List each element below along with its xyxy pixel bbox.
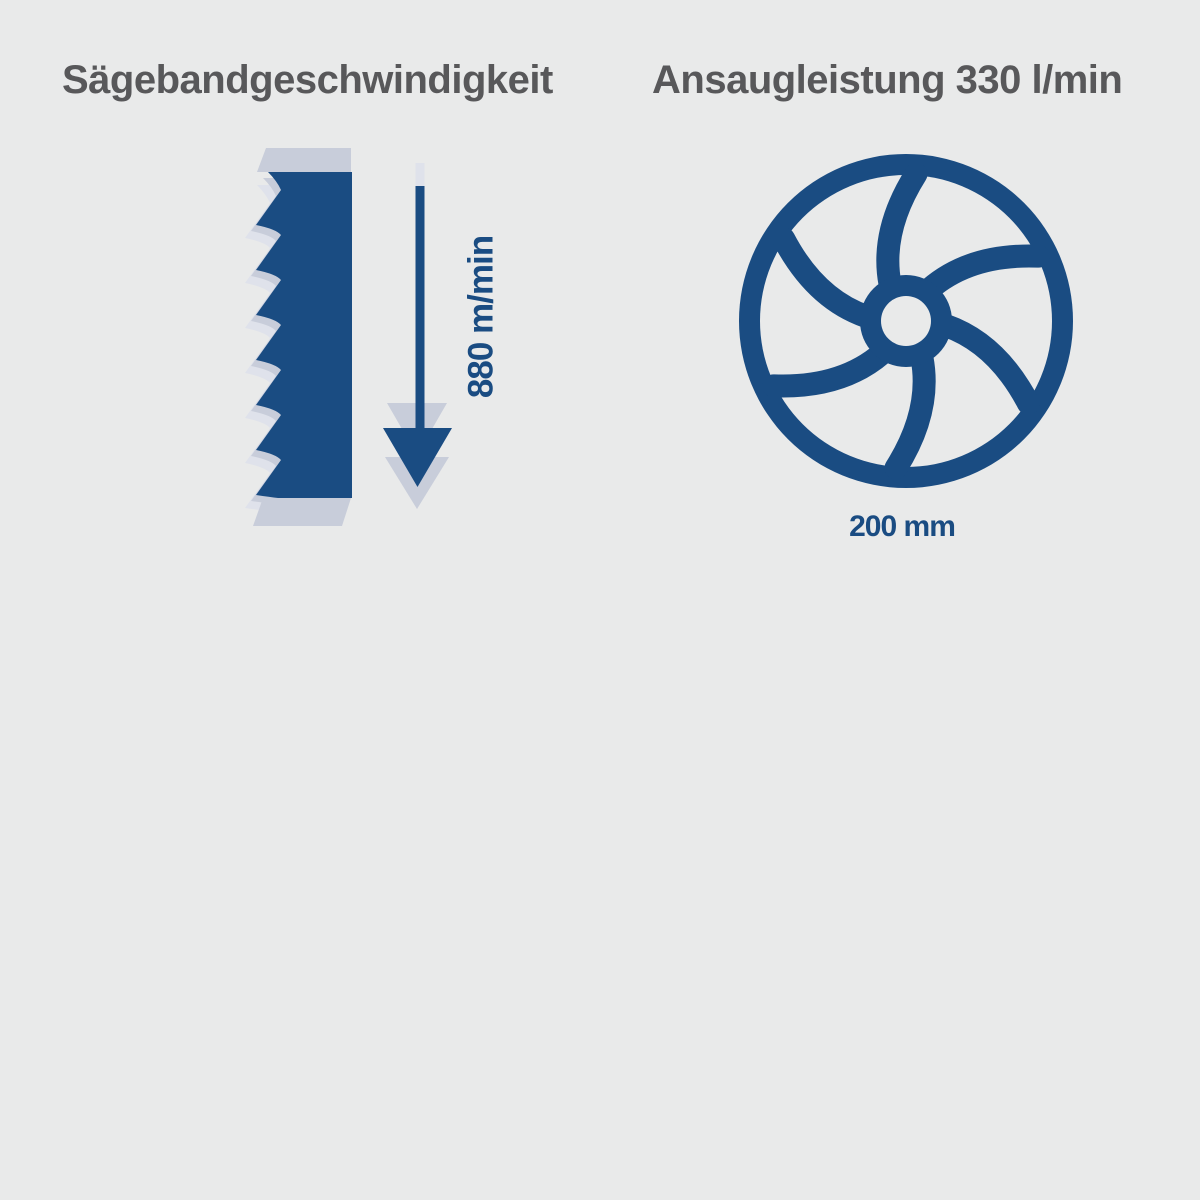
band-bottom-cap (253, 498, 351, 526)
arrow-shaft-cap (416, 163, 425, 187)
band-top-cap (257, 148, 351, 172)
speed-value-label: 880 m/min (461, 235, 501, 399)
saw-band-blade-icon (240, 140, 520, 540)
impeller-hub-bore (881, 296, 931, 346)
impeller-diameter-label: 200 mm (849, 510, 955, 543)
arrow-shaft (416, 186, 425, 440)
impeller-fan-icon (720, 140, 1100, 543)
saw-band-speed-title: Sägebandgeschwindigkeit (62, 58, 553, 102)
suction-capacity-title: Ansaugleistung 330 l/min (652, 58, 1123, 102)
down-arrow-icon (383, 163, 452, 509)
